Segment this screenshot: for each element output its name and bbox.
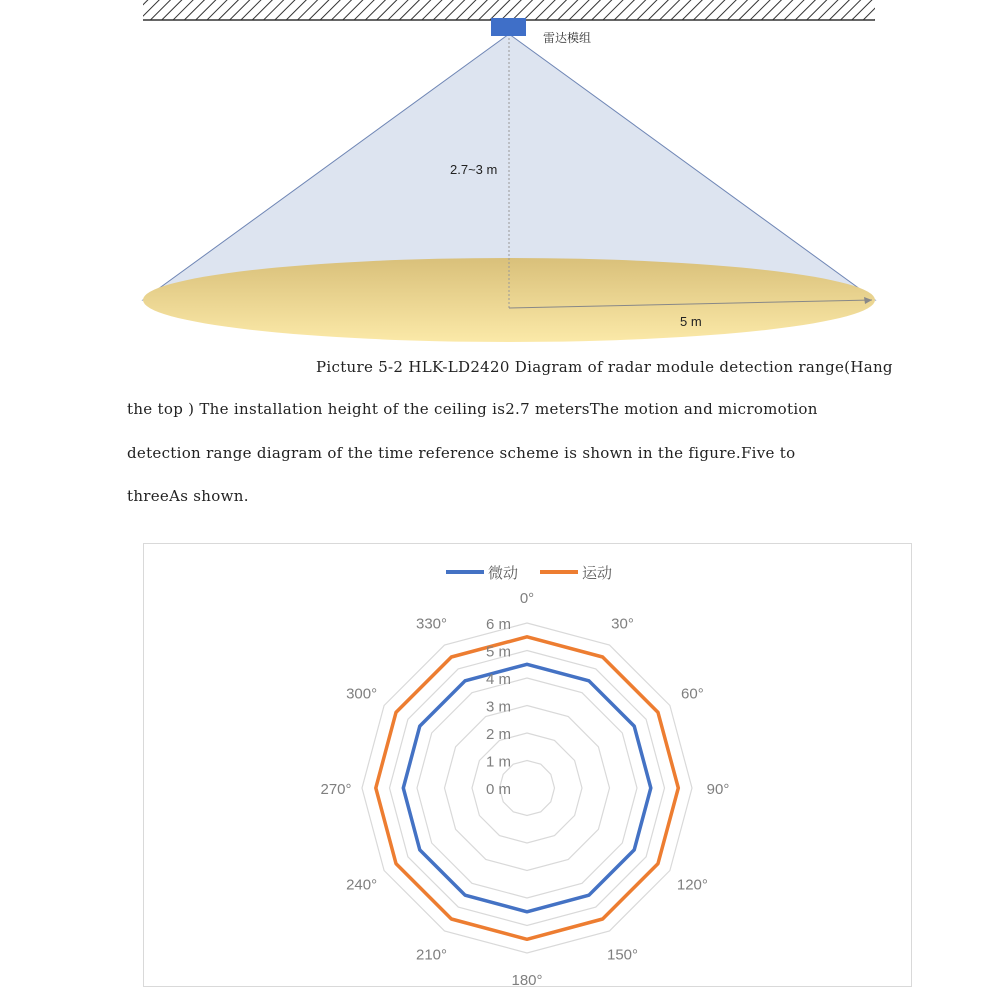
radar-chart	[144, 544, 911, 986]
radius-label: 5 m	[680, 314, 702, 329]
radial-tick-label: 0 m	[485, 781, 511, 798]
radial-tick-label: 3 m	[485, 698, 511, 716]
radial-tick-label: 6 m	[485, 616, 511, 633]
detection-range-diagram	[0, 0, 1000, 345]
caption-line-1: Picture 5-2 HLK-LD2420 Diagram of radar module detection range(Hang	[316, 358, 893, 376]
grid-ring	[417, 678, 637, 898]
ceiling-hatch	[143, 0, 875, 20]
angle-label: 150°	[606, 946, 639, 964]
radar-module	[491, 18, 526, 36]
grid-ring	[390, 651, 665, 926]
angle-label: 90°	[706, 781, 730, 798]
grid-ring	[362, 623, 692, 953]
height-label: 2.7~3 m	[450, 162, 498, 177]
radial-tick-label: 1 m	[485, 753, 511, 771]
chart-legend	[446, 564, 612, 582]
radial-tick-label: 5 m	[485, 643, 511, 661]
angle-label: 210°	[415, 946, 448, 964]
angle-label: 300°	[346, 685, 378, 703]
radial-tick-label: 4 m	[485, 671, 511, 688]
grid-ring	[445, 706, 610, 871]
angle-label: 270°	[320, 781, 352, 798]
angle-label: 240°	[346, 876, 378, 894]
series-line-1	[376, 637, 679, 940]
angle-label: 0°	[519, 590, 535, 607]
angle-label: 180°	[511, 972, 543, 986]
caption-line-2: the top ) The installation height of the ceiling is2.7 metersThe motion and micromotion	[127, 400, 818, 418]
angle-label: 330°	[415, 615, 448, 633]
caption-line-3: detection range diagram of the time reference scheme is shown in the figure.Five to	[127, 444, 796, 462]
radar-chart-frame	[143, 543, 912, 987]
radar-labels	[320, 590, 729, 986]
radar-series	[376, 637, 679, 940]
legend-label-1: 运动	[582, 564, 613, 582]
angle-label: 120°	[676, 876, 708, 894]
legend-label-0: 微动	[488, 564, 519, 582]
radar-grid	[362, 623, 692, 953]
angle-label: 60°	[681, 685, 704, 703]
radial-tick-label: 2 m	[485, 726, 511, 743]
caption-line-4: threeAs shown.	[127, 487, 249, 505]
series-line-0	[403, 664, 651, 912]
angle-label: 30°	[611, 615, 634, 633]
module-label: 雷达模组	[543, 31, 592, 45]
